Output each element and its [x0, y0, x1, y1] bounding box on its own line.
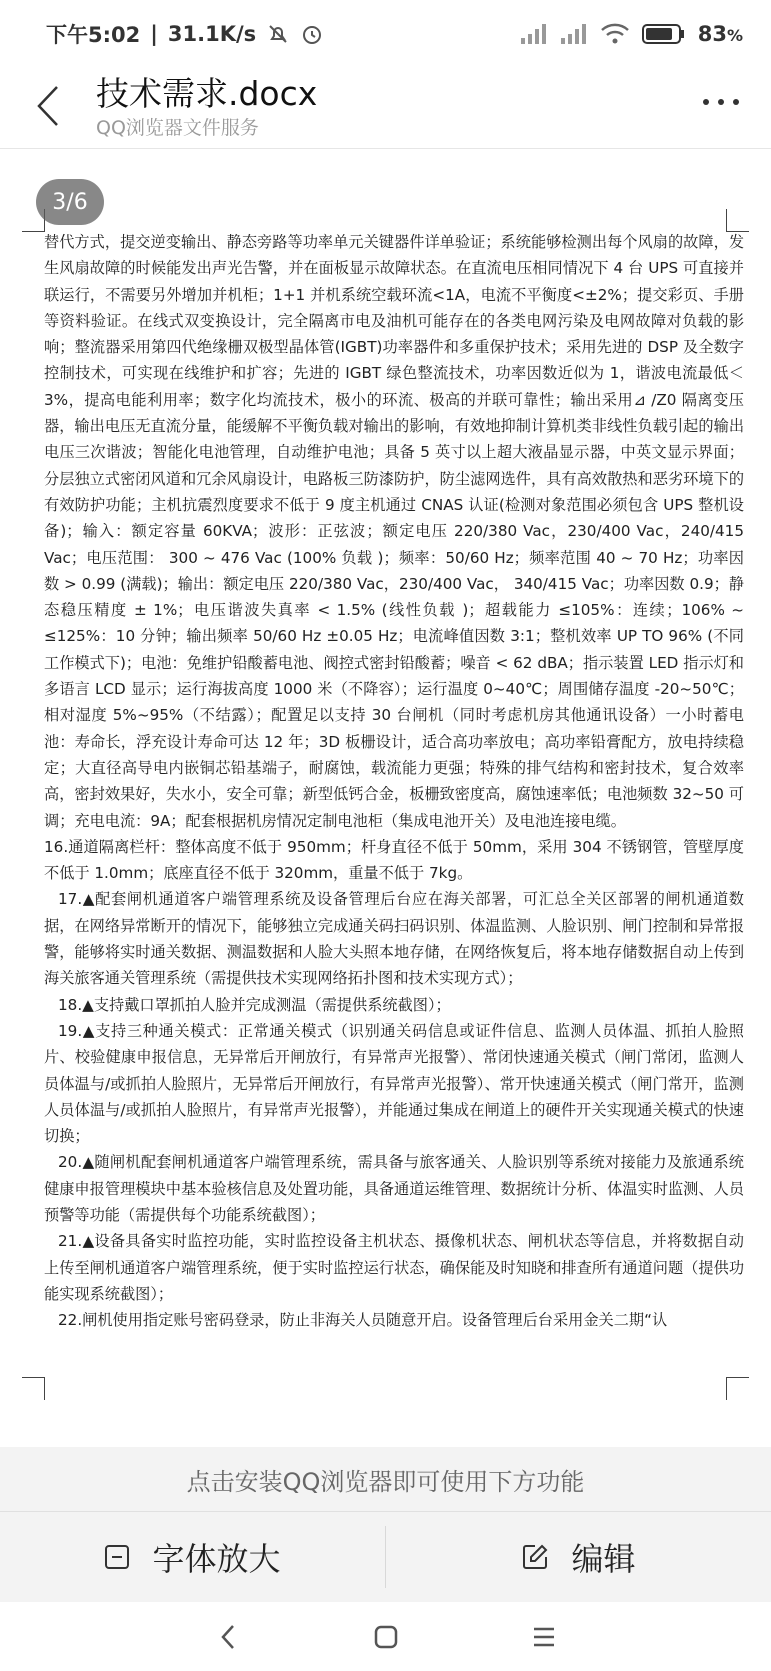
page-corner-mark	[22, 1377, 45, 1400]
font-zoom-label: 字体放大	[152, 1540, 281, 1578]
edit-icon	[521, 1543, 549, 1571]
document-text	[44, 229, 744, 1333]
status-speed: 31.1K/s	[167, 22, 257, 46]
wifi-icon	[600, 23, 630, 45]
app-header	[0, 68, 771, 148]
document-viewer[interactable]	[0, 149, 771, 1447]
doc-paragraph: 21.▲设备具备实时监控功能，实时监控设备主机状态、摄像机状态、闸机状态等信息，并将数据自动上传至闸机通道客户端管理系统，便于实时监控运行状态，确保能及时知晓和排查所有通道问题（提供功能实现系统截图）；	[44, 1232, 744, 1303]
status-bar-left	[46, 19, 324, 49]
font-zoom-button[interactable]	[0, 1512, 385, 1602]
system-nav-bar	[0, 1602, 771, 1671]
mute-icon	[266, 22, 290, 46]
more-dots-icon	[701, 98, 741, 106]
status-bar	[0, 0, 771, 68]
font-zoom-icon	[104, 1544, 130, 1570]
doc-paragraph: 16.通道隔离栏杆：整体高度不低于 950mm；杆身直径不低于 50mm，采用 304 不锈钢管，管壁厚度不低于 1.0mm；底座直径不低于 320mm，重量不低于 7kg。	[44, 837, 744, 883]
doc-paragraph: 20.▲随闸机配套闸机通道客户端管理系统，需具备与旅客通关、人脸识别等系统对接能力及旅通系统健康申报管理模块中基本验核信息及处置功能，具备通道运维管理、数据统计分析、体温实时监测、人员预警等功能（需提供每个功能系统截图）；	[44, 1153, 744, 1224]
doc-paragraph: 18.▲支持戴口罩抓拍人脸并完成测温（需提供系统截图）；	[58, 995, 451, 1014]
battery-level: 83%	[697, 22, 743, 46]
nav-menu-icon	[532, 1626, 556, 1648]
doc-paragraph: 19.▲支持三种通关模式：正常通关模式（识别通关码信息或证件信息、监测人员体温、抓拍人脸照片、校验健康申报信息，无异常后开闸放行，有异常声光报警）、常闭快速通关模式（闸门常闭，监测人员体温与/或抓拍人脸照片，无异常后开闸放行，有异常声光报警）、常开快速通关模式（闸门常开，监测人员体温与/或抓拍人脸照片，有异常声光报警），并能通过集成在闸道上的硬件开关实现通关模式的快速切换；	[44, 1021, 744, 1146]
status-time: 下午5:02	[46, 23, 141, 47]
page-indicator: 3/6	[36, 179, 104, 225]
page-title: 技术需求.docx	[96, 74, 318, 113]
more-options-button[interactable]	[699, 82, 743, 122]
signal-icon-2	[560, 23, 588, 45]
install-banner-text: 点击安装QQ浏览器即可使用下方功能	[186, 1467, 585, 1496]
doc-paragraph: 替代方式，提交逆变输出、静态旁路等功率单元关键器件详单验证；系统能够检测出每个风扇的故障，发生风扇故障的时候能发出声光告警，并在面板显示故障状态。在直流电压相同情况下 4 台 UPS 可直接并联运行，不需要另外增加并机柜；1+1 并机系统空载环流<1A，电流不平衡度<±2%；提交彩页、手册等资料验证。在线式双变换设计，完全隔离市电及油机可能存在的各类电网污染及电网故障对负载的影响；整流器采用第四代绝缘栅双极型晶体管(IGBT)功率器件和多重保护技术；采用先进的 DSP 及全数字控制技术，可实现在线维护和扩容；先进的 IGBT 绿色整流技术，功率因数近似为 1，谐波电流最低＜ 3%，提高电能利用率；数字化均流技术，极小的环流、极高的并联可靠性；输出采用⊿ /Z0 隔离变压器，输出电压无直流分量，能缓解不平衡负载对输出的影响，有效地抑制计算机类非线性负载引起的输出电压三次谐波；智能化电池管理，自动维护电池；具备 5 英寸以上超大液晶显示器，中英文显示界面；分层独立式密闭风道和冗余风扇设计，电路板三防漆防护，防尘滤网选件，具有高效散热和恶劣环境下的有效防护功能；主机抗震烈度要求不低于 9 度主机通过 CNAS 认证(检测对象范围必须包含 UPS 整机设备)；输入：额定容量 60KVA；波形：正弦波；额定电压 220/380 Vac，230/400 Vac，240/415 Vac；电压范围： 300 ~ 476 Vac (100% 负载 )；频率：50/60 Hz；频率范围 40 ~ 70 Hz；功率因数 > 0.99 (满载)；输出：额定电压 220/380 Vac，230/400 Vac， 340/415 Vac；功率因数 0.9；静态稳压精度 ± 1%；电压谐波失真率 < 1.5% (线性负载 )；超载能力 ≤105%：连续；106% ~ ≤125%：10 分钟；输出频率 50/60 Hz ±0.05 Hz；电流峰值因数 3:1；整机效率 UP TO 96% (不同工作模式下)；电池：免维护铅酸蓄电池、阀控式密封铅酸蓄；噪音 < 62 dBA；指示装置 LED 指示灯和多语言 LCD 显示；运行海拔高度 1000 米（不降容）；运行温度 0~40℃；周围储存温度 -20~50℃；相对湿度 5%~95%（不结露）；配置足以支持 30 台闸机（同时考虑机房其他通讯设备）一小时蓄电池：寿命长，浮充设计寿命可达 12 年；3D 板栅设计，适合高功率放电；高功率铅膏配方，放电持续稳定；大直径高导电内嵌铜芯铅基端子，耐腐蚀，载流能力更强；特殊的排气结构和密封技术，复合效率高，密封效果好，失水小，安全可靠；新型低钙合金，板栅致密度高，腐蚀速率低；电池频数 32~50 可调；充电电流：9A；配套根据机房情况定制电池柜（集成电池开关）及电池连接电缆。	[44, 233, 744, 830]
nav-home-icon	[374, 1625, 398, 1649]
page-corner-mark	[726, 1377, 749, 1400]
page-subtitle: QQ浏览器文件服务	[96, 117, 259, 139]
action-toolbar	[0, 1512, 771, 1602]
battery-icon	[642, 23, 686, 45]
back-button[interactable]	[28, 78, 68, 134]
install-banner[interactable]	[0, 1447, 771, 1511]
edit-label: 编辑	[571, 1540, 636, 1578]
nav-back-button[interactable]	[208, 1617, 248, 1657]
nav-home-button[interactable]	[366, 1617, 406, 1657]
status-bar-right	[520, 22, 743, 46]
signal-icon	[520, 23, 548, 45]
status-separator: |	[150, 22, 158, 46]
doc-paragraph: 22.闸机使用指定账号密码登录，防止非海关人员随意开启。设备管理后台采用金关二期“认	[58, 1311, 668, 1330]
chevron-left-icon	[35, 84, 61, 128]
nav-menu-button[interactable]	[524, 1617, 564, 1657]
edit-button[interactable]	[386, 1512, 771, 1602]
nav-back-icon	[220, 1624, 236, 1650]
alarm-icon	[300, 22, 324, 46]
doc-paragraph: 17.▲配套闸机通道客户端管理系统及设备管理后台应在海关部署，可汇总全关区部署的闸机通道数据，在网络异常断开的情况下，能够独立完成通关码扫码识别、体温监测、人脸识别、闸门控制和异常报警，能够将实时通关数据、测温数据和人脸大头照本地存储，在网络恢复后，将本地存储数据自动上传到海关旅客通关管理系统（需提供技术实现网络拓扑图和技术实现方式）；	[44, 890, 744, 988]
